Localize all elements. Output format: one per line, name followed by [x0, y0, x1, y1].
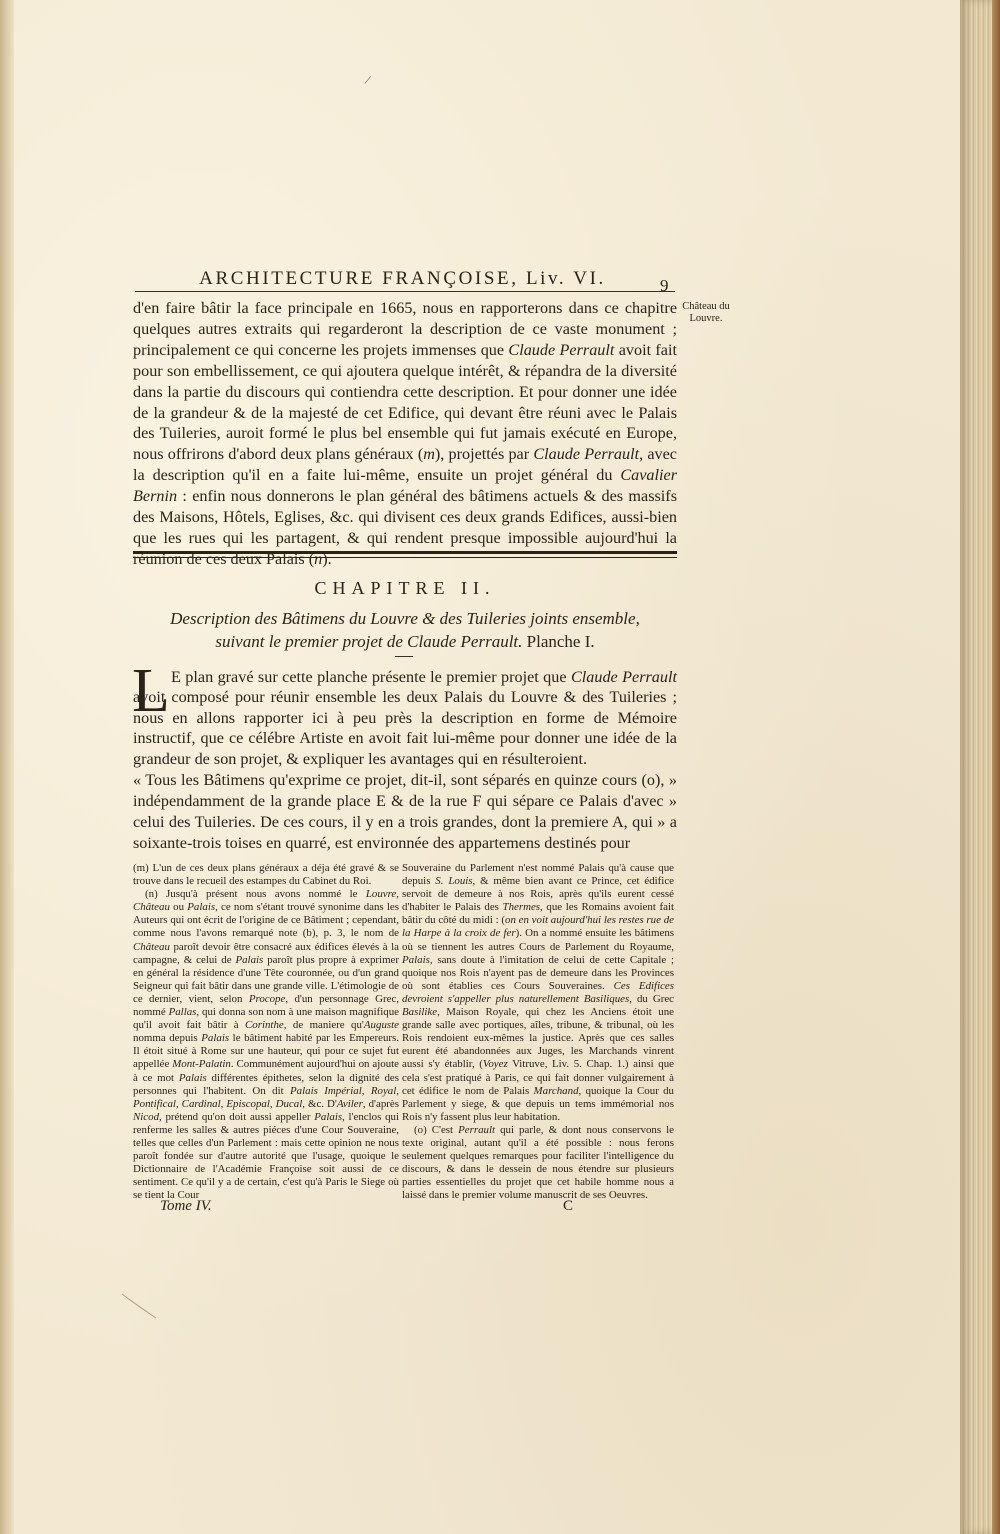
intro-paragraph: d'en faire bâtir la face principale en 1665, nous en rapporterons dans ce chapitre quelques autres extraits qui regarderont la description de ce vaste monument ; principalement ce qui concerne les projets immenses que Claude Perrault avoit fait pour son embellissement, ce qui ajoutera quelque intérêt, & répandra de la diversité dans la partie du discours qui contiendra cette description. Et pour donner une idée de la grandeur & de la majesté de cet Edifice, qui devant être réuni avec le Palais des Tuileries, auroit formé le plus bel ensemble qui fut jamais exécuté en Europe, nous offrirons d'abord deux plans généraux (m), projettés par Claude Perrault, avec la description qu'il en a faite lui-même, ensuite un projet général du Cavalier Bernin : enfin nous donnerons le plan général des bâtimens actuels & des massifs des Maisons, Hôtels, Eglises, &c. qui divisent ces deux grands Edifices, aussi-bien que les rues qui les partagent, & qui rendent presque impossible aujourd'hui la réunion de ces deux Palais (n). — [133, 299, 677, 568]
footnotes-right-column — [402, 862, 674, 1202]
footnotes-left-column — [133, 862, 399, 1202]
margin-note: Château du Louvre. — [682, 301, 730, 324]
subtitle-line-1: Description des Bâtimens du Louvre & des Tuileries joints ensemble, — [170, 609, 640, 628]
chapter-subtitle — [135, 607, 675, 653]
tome-label: Tome IV. — [160, 1198, 212, 1214]
chapter-heading: CHAPITRE II. — [314, 578, 496, 598]
body-paragraph-1: E plan gravé sur cette planche présente le premier projet que Claude Perrault avoit composé pour réunir ensemble les deux Palais du Louvre & des Tuileries ; nous en allons rapporter ici à peu près la description en forme de Mémoire instructif, que ce célébre Artiste en avoit fait lui-même pour donner une idée de la grandeur de son projet, & expliquer les avantages qui en résulteroient. — [133, 668, 677, 768]
running-head: ARCHITECTURE FRANÇOISE, Liv. VI. — [199, 268, 606, 289]
header-rule — [135, 291, 675, 292]
body-paragraph-2: « Tous les Bâtimens qu'exprime ce projet, dit-il, sont séparés en quinze cours (o), » indépendamment de la grande place E & de la rue F qui sépare ce Palais d'avec » celui des Tuileries. De ces cours, il y en a trois grandes, dont la premiere A, qui » a soixante-trois toises en quarré, est environnée des appartemens destinés pour — [133, 771, 677, 852]
subtitle-line-2: suivant le premier projet de Claude Perrault. Planche I. — [215, 632, 595, 651]
footnote-n: (n) Jusqu'à présent nous avons nommé le Louvre, Château ou Palais, ce nom s'étant trouvé synonime dans les Auteurs qui ont écrit de l'origine de ce Bâtiment ; cependant, comme nous l'avons remarqué note (b), p. 3, le nom de Château paroît devoir être consacré aux édifices élevés à la campagne, & celui de Palais paroît plus propre à exprimer en général la résidence d'une Tête couronnée, ou d'un grand Seigneur qui fait bâtir dans une grande ville. L'étimologie de ce dernier, vient, selon Procope, d'un personnage Grec, nommé Pallas, qui donna son nom à une maison magnifique qu'il avoit fait bâtir à Corinthe, de maniere qu'Auguste nomma depuis Palais le bâtiment habité par les Empereurs. Il étoit situé à Rome sur une hauteur, qui pour ce sujet fut appellée Mont-Palatin. Communément aujourd'hui on ajoute à ce mot Palais différentes épithetes, selon la dignité des personnes qui l'habitent. On dit Palais Impérial, Royal, Pontifical, Cardinal, Episcopal, Ducal, &c. D'Aviler, d'après Nicod, prétend qu'on doit aussi appeller Palais, l'enclos qui renferme les salles & autres piéces d'une Cour Souveraine, telles que celles d'un Parlement : mais cette opinion ne nous paroît fondée sur d'autre autorité que l'usage, quoique le Dictionnaire de l'Académie Françoise soit aussi de ce sentiment. Ce qu'il y a de certain, c'est qu'à Paris le Siege où se tient la Cour — [133, 888, 400, 1202]
footnote-m: (m) L'un de ces deux plans généraux a déja été gravé & se trouve dans le recueil des estampes du Cabinet du Roi. — [133, 862, 399, 888]
page-number: 9 — [660, 276, 669, 295]
footnote-n-continued: Souveraine du Parlement n'est nommé Palais qu'à cause que depuis S. Louis, & même bien avant ce Prince, cet édifice servoit de demeure à nos Rois, après qu'ils eurent cessé d'habiter le Palais des Thermes, que les Romains avoient fait bâtir du côté du midi : (on en voit aujourd'hui les restes rue de la Harpe à la croix de fer). On a nommé ensuite les bâtimens où se tiennent les autres Cours de Parlement du Royaume, Palais, sans doute à l'imitation de celui de cette Capitale ; quoique nos Rois n'ayent pas de demeure dans les Provinces où sont établies ces Cours Souveraines. Ces Edifices devroient s'appeller plus naturellement Basiliques, du Grec Basilike, Maison Royale, qui chez les Anciens étoit une grande salle avec portiques, aîles, tribune, & tribunal, où les Rois rendoient eux-mêmes la justice. Après que ces salles eurent été abandonnées aux Juges, les Marchands vinrent aussi s'y établir, (Voyez Vitruve, Liv. 5. Chap. 1.) ainsi que cela s'est pratiqué à Paris, ce qui fait donner vulgairement à cet édifice le nom de Palais Marchand, quoique la Cour du Parlement y siege, & que depuis un tems immémorial nos Rois n'y fassent plus leur habitation. — [402, 862, 675, 1123]
ornament-dash — [395, 656, 413, 657]
drop-cap: L — [132, 657, 170, 725]
paper-scratch — [120, 1292, 160, 1322]
page-edges — [960, 0, 1000, 1534]
footnote-o: (o) C'est Perrault qui parle, & dont nous conservons le texte original, autant qu'il a été possible : nous ferons seulement quelques remarques pour faciliter l'intelligence du discours, & dans le dessein de nous étendre sur plusieurs parties essentielles du projet que cet habile homme nous a laissé dans le premier volume manuscrit de ses Oeuvres. — [402, 1123, 675, 1202]
section-divider — [133, 551, 677, 561]
gutter-shadow — [0, 0, 14, 1534]
signature-mark: C — [563, 1198, 574, 1214]
pencil-mark: / — [363, 71, 373, 88]
plate-reference: Planche I. — [526, 632, 595, 651]
